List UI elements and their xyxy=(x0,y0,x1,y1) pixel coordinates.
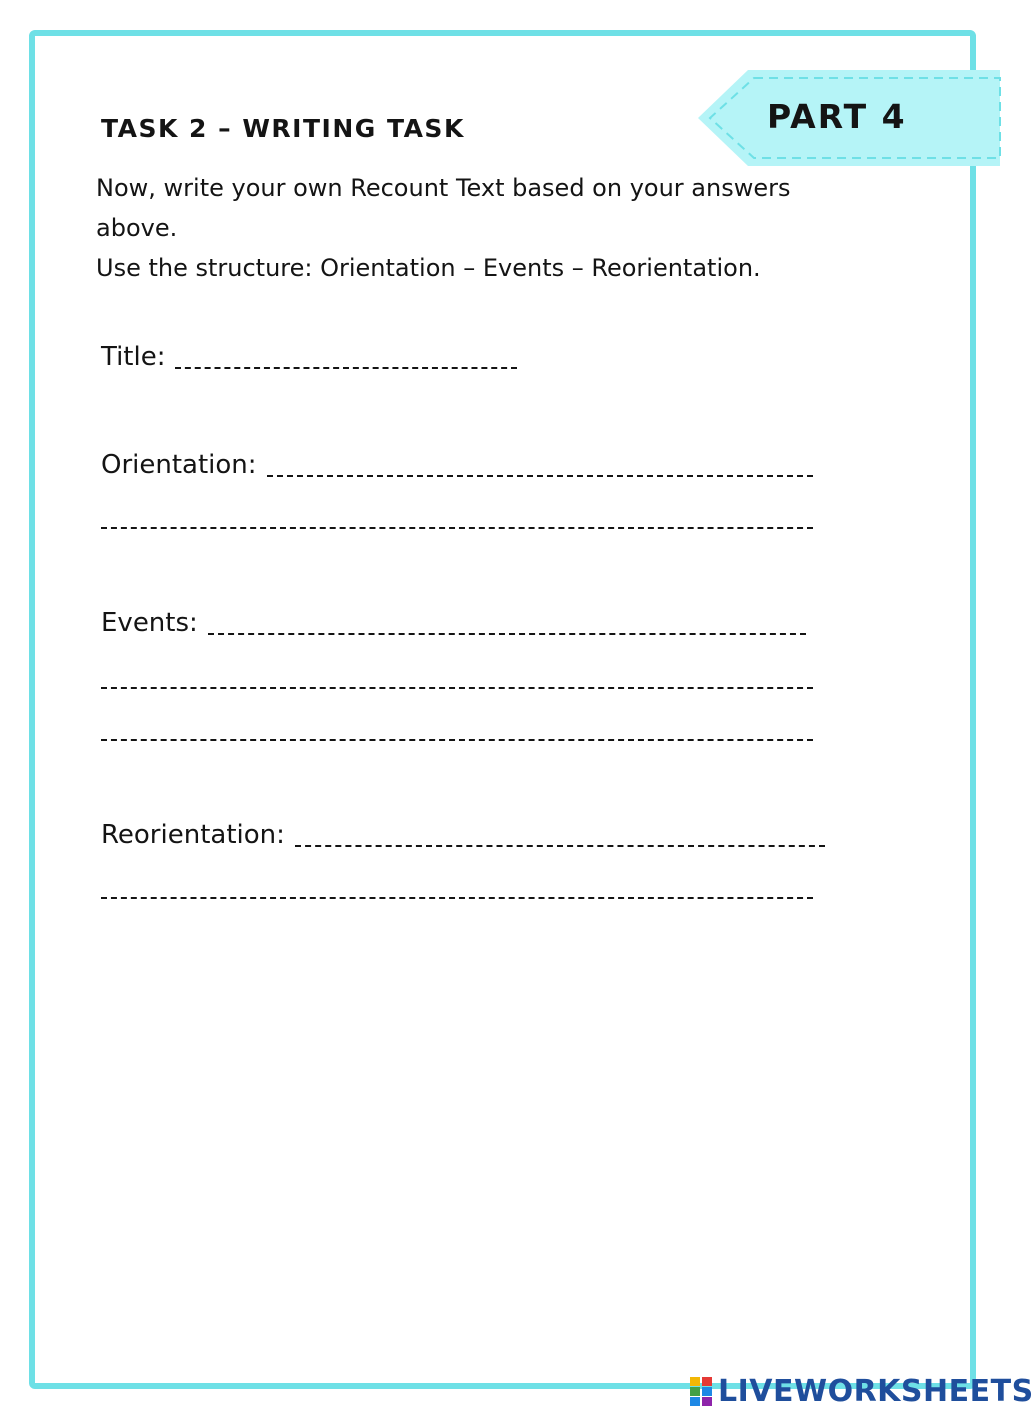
instruction-line-2: Use the structure: Orientation – Events – Reorientation. xyxy=(96,254,761,282)
events-blank[interactable] xyxy=(208,633,806,635)
orientation-blank-line-2[interactable] xyxy=(101,527,813,529)
orientation-label: Orientation: xyxy=(101,450,257,480)
events-field xyxy=(101,608,806,638)
instruction-line-1: Now, write your own Recount Text based on your answers above. xyxy=(96,174,791,242)
part-label: PART 4 xyxy=(767,97,907,136)
title-field xyxy=(101,342,517,372)
task-title: TASK 2 – WRITING TASK xyxy=(101,114,465,143)
reorientation-blank[interactable] xyxy=(295,845,825,847)
events-blank-line-2[interactable] xyxy=(101,687,813,689)
orientation-blank[interactable] xyxy=(267,475,813,477)
title-blank[interactable] xyxy=(175,367,517,369)
reorientation-field xyxy=(101,820,825,850)
instructions xyxy=(96,168,856,288)
title-label: Title: xyxy=(101,342,166,372)
events-blank-line-3[interactable] xyxy=(101,739,813,741)
orientation-field xyxy=(101,450,813,480)
liveworksheets-logo-icon xyxy=(690,1377,712,1407)
liveworksheets-logo[interactable] xyxy=(690,1374,1034,1409)
reorientation-label: Reorientation: xyxy=(101,820,285,850)
brand-name: LIVEWORKSHEETS xyxy=(718,1374,1034,1409)
events-label: Events: xyxy=(101,608,198,638)
reorientation-blank-line-2[interactable] xyxy=(101,897,813,899)
